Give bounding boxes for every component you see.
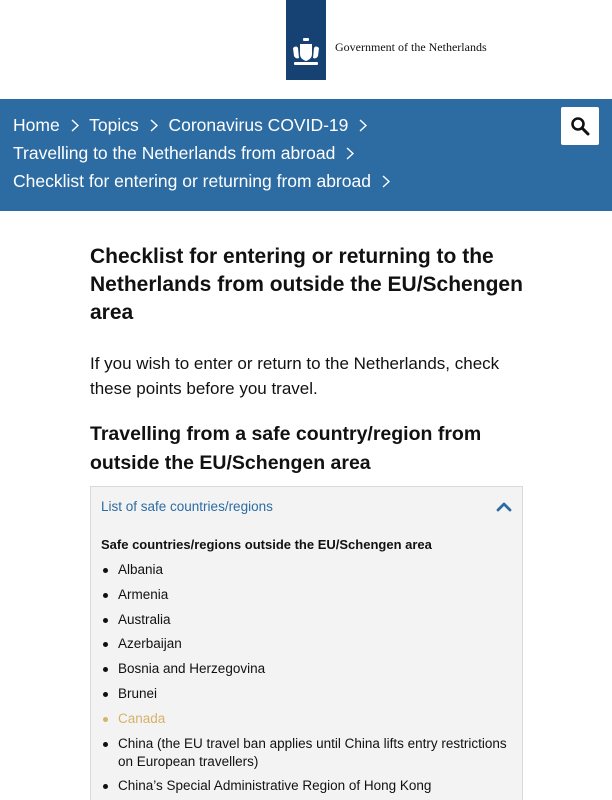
list-item: Australia <box>101 611 511 629</box>
accordion-body <box>101 537 511 800</box>
breadcrumb-home[interactable]: Home <box>13 115 60 135</box>
chevron-right-icon <box>353 113 373 141</box>
breadcrumb <box>0 99 612 211</box>
chevron-right-icon <box>65 113 85 141</box>
list-item: Albania <box>101 561 511 579</box>
government-logo[interactable] <box>286 0 326 80</box>
chevron-right-icon <box>340 141 360 169</box>
list-item: Bosnia and Herzegovina <box>101 660 511 678</box>
accordion-subtitle: Safe countries/regions outside the EU/Schengen area <box>101 537 432 552</box>
breadcrumb-travelling[interactable]: Travelling to the Netherlands from abroad <box>13 143 336 163</box>
intro-text: If you wish to enter or return to the Netherlands, check these points before you travel. <box>90 354 500 398</box>
list-item: Armenia <box>101 586 511 604</box>
accordion-label[interactable]: List of safe countries/regions <box>101 499 273 514</box>
list-item-highlighted: Canada <box>101 710 511 728</box>
safe-countries-accordion <box>90 486 523 800</box>
dutch-coat-of-arms-icon <box>290 36 322 68</box>
search-icon <box>570 116 590 136</box>
breadcrumb-topics[interactable]: Topics <box>89 115 139 135</box>
government-title[interactable]: Government of the Netherlands <box>335 40 487 54</box>
section-title: Travelling from a safe country/region from outside the EU/Schengen area <box>90 423 482 474</box>
breadcrumb-coronavirus[interactable]: Coronavirus COVID-19 <box>168 115 349 135</box>
site-header <box>0 0 612 99</box>
chevron-right-icon <box>376 169 396 197</box>
breadcrumb-checklist[interactable]: Checklist for entering or returning from abroad <box>13 171 371 191</box>
search-button[interactable] <box>561 107 599 145</box>
accordion-toggle[interactable] <box>91 487 522 529</box>
chevron-right-icon <box>144 113 164 141</box>
breadcrumb-list <box>13 111 553 195</box>
list-item: China (the EU travel ban applies until China lifts entry restrictions on European travellers) <box>101 735 511 771</box>
page-title: Checklist for entering or returning to the Netherlands from outside the EU/Schengen area <box>90 245 523 324</box>
list-item: Azerbaijan <box>101 635 511 653</box>
country-list <box>101 561 511 795</box>
list-item: Brunei <box>101 685 511 703</box>
chevron-up-icon[interactable] <box>496 501 512 513</box>
list-item: China’s Special Administrative Region of Hong Kong <box>101 777 511 795</box>
